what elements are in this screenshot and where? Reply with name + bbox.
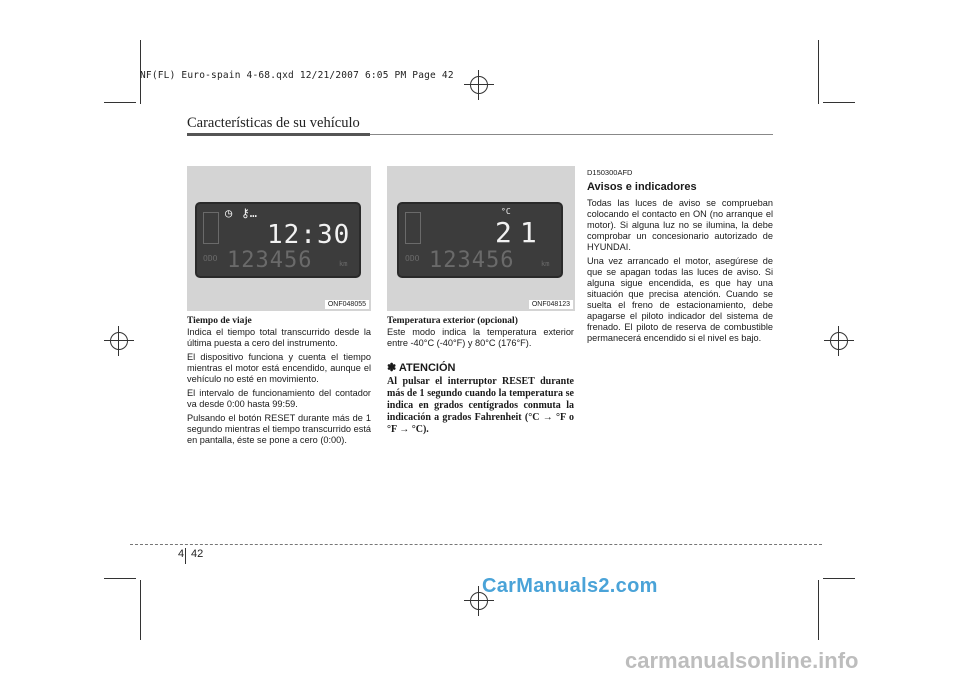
print-header: NF(FL) Euro-spain 4-68.qxd 12/21/2007 6:05 PM Page 42	[140, 70, 454, 81]
watermark: carmanualsonline.info	[625, 648, 859, 673]
title-rule	[187, 133, 370, 136]
crop-mark	[818, 580, 819, 640]
trip-time-display-image	[187, 166, 371, 311]
odometer-value: 123456	[429, 248, 515, 273]
odo-label: ODO	[405, 254, 420, 263]
image-code: ONF048123	[529, 300, 573, 309]
page-number-divider	[185, 548, 186, 564]
crop-mark	[104, 578, 136, 579]
odo-label: ODO	[203, 254, 218, 263]
temperature-value: 21	[495, 216, 545, 249]
footer-rule	[130, 544, 822, 545]
outside-temperature-display-image	[387, 166, 575, 311]
left-text-column	[187, 316, 371, 449]
crop-mark	[823, 102, 855, 103]
paragraph: Todas las luces de aviso se comprueban colocando el contacto en ON (no arranque el motor). Si alguna luz no se ilumina, la debe comprobar un concesionario autorizado de HYUNDAI.	[587, 198, 773, 252]
title-rule	[370, 134, 773, 135]
crop-mark	[140, 580, 141, 640]
lcd-screen	[195, 202, 361, 278]
crop-mark	[104, 102, 136, 103]
odometer-value: 123456	[227, 248, 313, 273]
caption-trip-time: Tiempo de viaje	[187, 316, 252, 326]
paragraph: Indica el tiempo total transcurrido desde la última puesta a cero del instrumento.	[187, 327, 371, 348]
image-code: ONF048055	[325, 300, 369, 309]
attention-title: ✽ ATENCIÓN	[387, 362, 456, 374]
paragraph: Este modo indica la temperatura exterior entre -40°C (-40°F) y 80°C (176°F).	[387, 327, 574, 348]
section-code: D150300AFD	[587, 168, 633, 177]
clock-icon: ◷	[225, 206, 233, 220]
trip-time-value: 12:30	[267, 220, 351, 250]
temperature-unit: °C	[501, 207, 511, 216]
heading-warnings-indicators: Avisos e indicadores	[587, 181, 697, 193]
registration-mark-icon	[464, 70, 494, 100]
attention-body: Al pulsar el interruptor RESET durante más de 1 segundo cuando la temperatura se indica en grados centígrados conmuta la indicación a grados Fahrenheit (°C → °F o °F → °C).	[387, 376, 574, 435]
fuel-gauge-icon	[203, 212, 219, 244]
section-title: Características de su vehículo	[187, 115, 360, 131]
crop-mark	[818, 40, 819, 104]
fuel-gauge-icon	[405, 212, 421, 244]
odometer-unit: km	[541, 260, 550, 268]
key-car-icon: ⚷…	[241, 206, 258, 220]
paragraph: Pulsando el botón RESET durante más de 1 segundo mientras el tiempo transcurrido está en pantalla, éste se pone a cero (0:00).	[187, 413, 371, 445]
registration-mark-icon	[104, 326, 134, 356]
right-text-column	[587, 168, 773, 347]
caption-outside-temperature: Temperatura exterior (opcional)	[387, 316, 518, 326]
crop-mark	[823, 578, 855, 579]
odometer-unit: km	[339, 260, 348, 268]
brand-link[interactable]: CarManuals2.com	[482, 575, 658, 597]
chapter-number: 4	[178, 548, 185, 560]
page-number: 42	[191, 548, 204, 560]
paragraph: El intervalo de funcionamiento del contador va desde 0:00 hasta 99:59.	[187, 388, 371, 409]
paragraph: Una vez arrancado el motor, asegúrese de que se apagan todas las luces de aviso. Si alguna sigue encendida, es que hay una situación que precisa atención. Cuando se suelta el freno de estacionamiento, debe apagarse el piloto indicador del sistema de frenado. El piloto de reserva de combustible permanecerá encendido si el nivel es bajo.	[587, 256, 773, 343]
paragraph: El dispositivo funciona y cuenta el tiempo mientras el motor está encendido, aunque el vehículo no esté en movimiento.	[187, 352, 371, 384]
lcd-screen	[397, 202, 563, 278]
registration-mark-icon	[824, 326, 854, 356]
middle-text-column	[387, 316, 574, 436]
